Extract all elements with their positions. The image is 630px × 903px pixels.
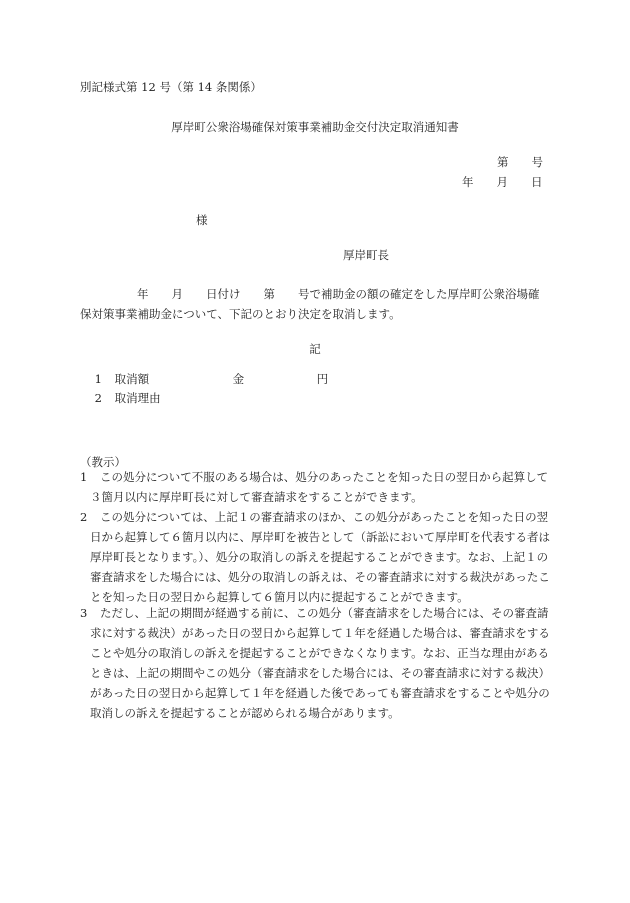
amount-unit: 円 bbox=[316, 371, 329, 386]
recipient: 様 bbox=[196, 213, 208, 227]
item-cancel-reason bbox=[80, 381, 233, 416]
item-label: 取消理由 bbox=[114, 390, 161, 405]
amount-prefix: 金 bbox=[232, 371, 245, 386]
notice-text: ただし、上記の期間が経過する前に、この処分（審査請求をした場合には、その審査請求に対する裁決）があった日の翌日から起算して１年を経過した場合は、審査請求をすることや処分の取消しの訴えを提起することができなくなります。なお、正当な理由があるときは、上記の期間やこの処分（審査請求をした場合には、その審査請求に対する裁決）があった日の翌日から起算して１年を経過した後であっても審査請求をすることや処分の取消しの訴えを提起することが認められる場合があります。 bbox=[90, 606, 550, 720]
notice-item bbox=[80, 467, 550, 507]
notice-number: 1 bbox=[80, 470, 88, 484]
body-text: 年 月 日付け 第 号で補助金の額の確定をした厚岸町公衆浴場確保対策事業補助金について、下記のとおり決定を取消します。 bbox=[80, 287, 540, 321]
notice-number: 2 bbox=[80, 510, 88, 524]
notice-title: （教示） bbox=[80, 455, 126, 469]
item-label: 取消額 bbox=[114, 371, 150, 386]
document-date: 年 月 日 bbox=[462, 175, 543, 189]
document-title: 厚岸町公衆浴場確保対策事業補助金交付決定取消通知書 bbox=[171, 120, 459, 134]
ki-heading: 記 bbox=[309, 342, 321, 356]
notice-item bbox=[80, 603, 550, 723]
notice-text: この処分については、上記１の審査請求のほか、この処分があったことを知った日の翌日から起算して６箇月以内に、厚岸町を被告として（訴訟において厚岸町を代表する者は厚岸町長となります。）、処分の取消しの訴えを提起することができます。なお、上記１の審査請求をした場合には、処分の取消しの訴えは、その審査請求に対する裁決があったことを知った日の翌日から起算して６箇月以内に提起することができます。 bbox=[90, 510, 550, 604]
form-label: 別記様式第 12 号（第 14 条関係） bbox=[80, 80, 262, 94]
document-number: 第 号 bbox=[497, 155, 543, 169]
notice-number: 3 bbox=[80, 606, 88, 620]
notice-text: この処分について不服のある場合は、処分のあったことを知った日の翌日から起算して３箇月以内に厚岸町長に対して審査請求をすることができます。 bbox=[90, 470, 549, 504]
notice-item bbox=[80, 507, 550, 607]
issuer: 厚岸町長 bbox=[343, 248, 389, 262]
item-number: 1 bbox=[94, 371, 102, 386]
item-number: 2 bbox=[94, 390, 102, 405]
